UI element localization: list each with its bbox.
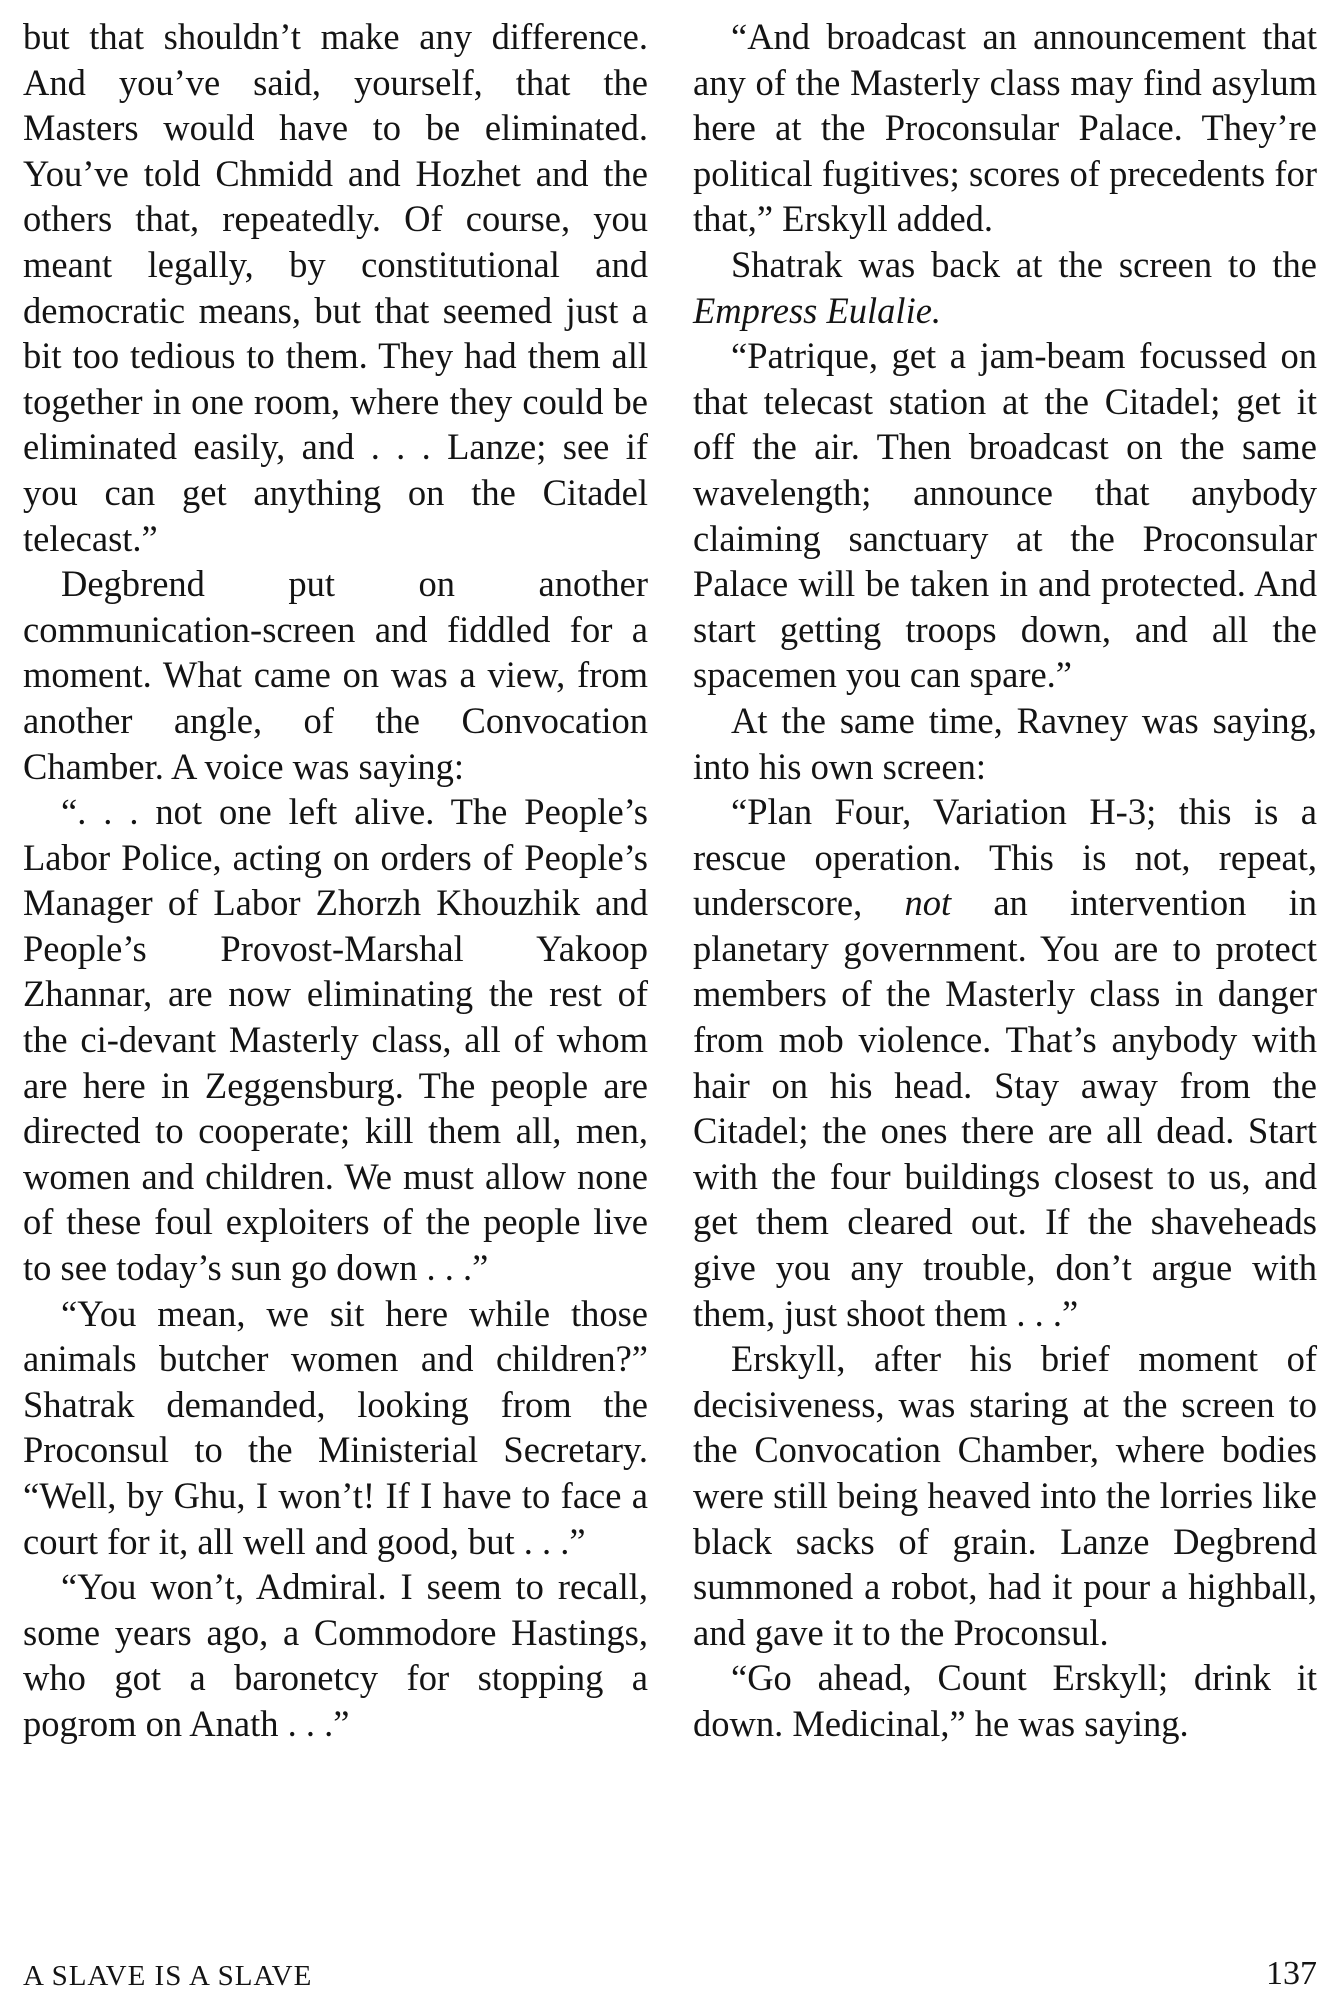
paragraph: “. . . not one left alive. The People’s Labor Police, acting on orders of People’s Manager of Labor Zhorzh Khouzhik and People’s Provost-Marshal Yakoop Zhannar, are now eliminating the rest of the ci-devant Masterly class, all of whom are here in Zeggensburg. The people are directed to cooperate; kill them all, men, women and children. We must allow none of these foul exploiters of the people live to see today’s sun go down . . .” (23, 791, 648, 1289)
paragraph (693, 789, 1317, 1336)
paragraph (693, 242, 1317, 333)
running-title: A SLAVE IS A SLAVE (23, 1960, 313, 1992)
paragraph: “Go ahead, Count Erskyll; drink it down. Medicinal,” he was saying. (693, 1657, 1317, 1744)
paragraph: “You won’t, Admiral. I seem to recall, some years ago, a Commodore Hastings, who got a baronetcy for stopping a pogrom on Anath . . .” (23, 1566, 648, 1744)
paragraph: At the same time, Ravney was saying, into his own screen: (693, 699, 1317, 787)
page-number: 137 (1266, 1955, 1317, 1992)
paragraph: “You mean, we sit here while those animals butcher women and children?” Shatrak demanded, looking from the Proconsul to the Ministerial Secretary. “Well, by Ghu, I won’t! If I have to face a court for it, all well and good, but . . .” (23, 1292, 648, 1562)
paragraph-text: “Plan Four, Variation H-3; this is a rescue operation. This is not, repeat, underscore, (693, 791, 1317, 924)
paragraph: “And broadcast an announcement that any of the Masterly class may find asylum here at the Proconsular Palace. They’re political fugitives; scores of precedents for that,” Erskyll added. (693, 16, 1317, 240)
paragraph: “Patrique, get a jam-beam focussed on that telecast station at the Citadel; get it off the air. Then broadcast on the same wavelength; announce that anybody claiming sanctuary at the Proconsular Palace will be taken in and protected. And start getting troops down, and all the spacemen you can spare.” (693, 335, 1317, 696)
paragraph: Degbrend put on another communication-screen and fiddled for a moment. What came on was a view, from another angle, of the Convocation Chamber. A voice was saying: (23, 563, 648, 787)
emphasized-word: not (904, 882, 952, 924)
left-text-column (23, 14, 648, 1747)
paragraph-text: an intervention in planetary government. You are to protect members of the Masterly class in danger from mob violence. That’s anybody with hair on his head. Stay away from the Citadel; the ones there are all dead. Start with the four buildings closest to us, and get them cleared out. If the shaveheads give you any trouble, don’t argue with them, just shoot them . . .” (693, 882, 1317, 1334)
paragraph: Erskyll, after his brief moment of decisiveness, was staring at the screen to the Convocation Chamber, where bodies were still being heaved into the lorries like black sacks of grain. Lanze Degbrend summoned a robot, had it pour a highball, and gave it to the Proconsul. (693, 1338, 1317, 1653)
ship-name: Empress Eulalie. (693, 289, 942, 331)
right-text-column (693, 14, 1317, 1747)
paragraph-text: Shatrak was back at the screen to the (731, 243, 1317, 285)
paragraph: but that shouldn’t make any difference. And you’ve said, yourself, that the Masters would have to be eliminated. You’ve told Chmidd and Hozhet and the others that, repeatedly. Of course, you meant legally, by constitutional and democratic means, but that seemed just a bit too tedious to them. They had them all together in one room, where they could be eliminated easily, and . . . Lanze; see if you can get anything on the Citadel telecast.” (23, 16, 648, 559)
